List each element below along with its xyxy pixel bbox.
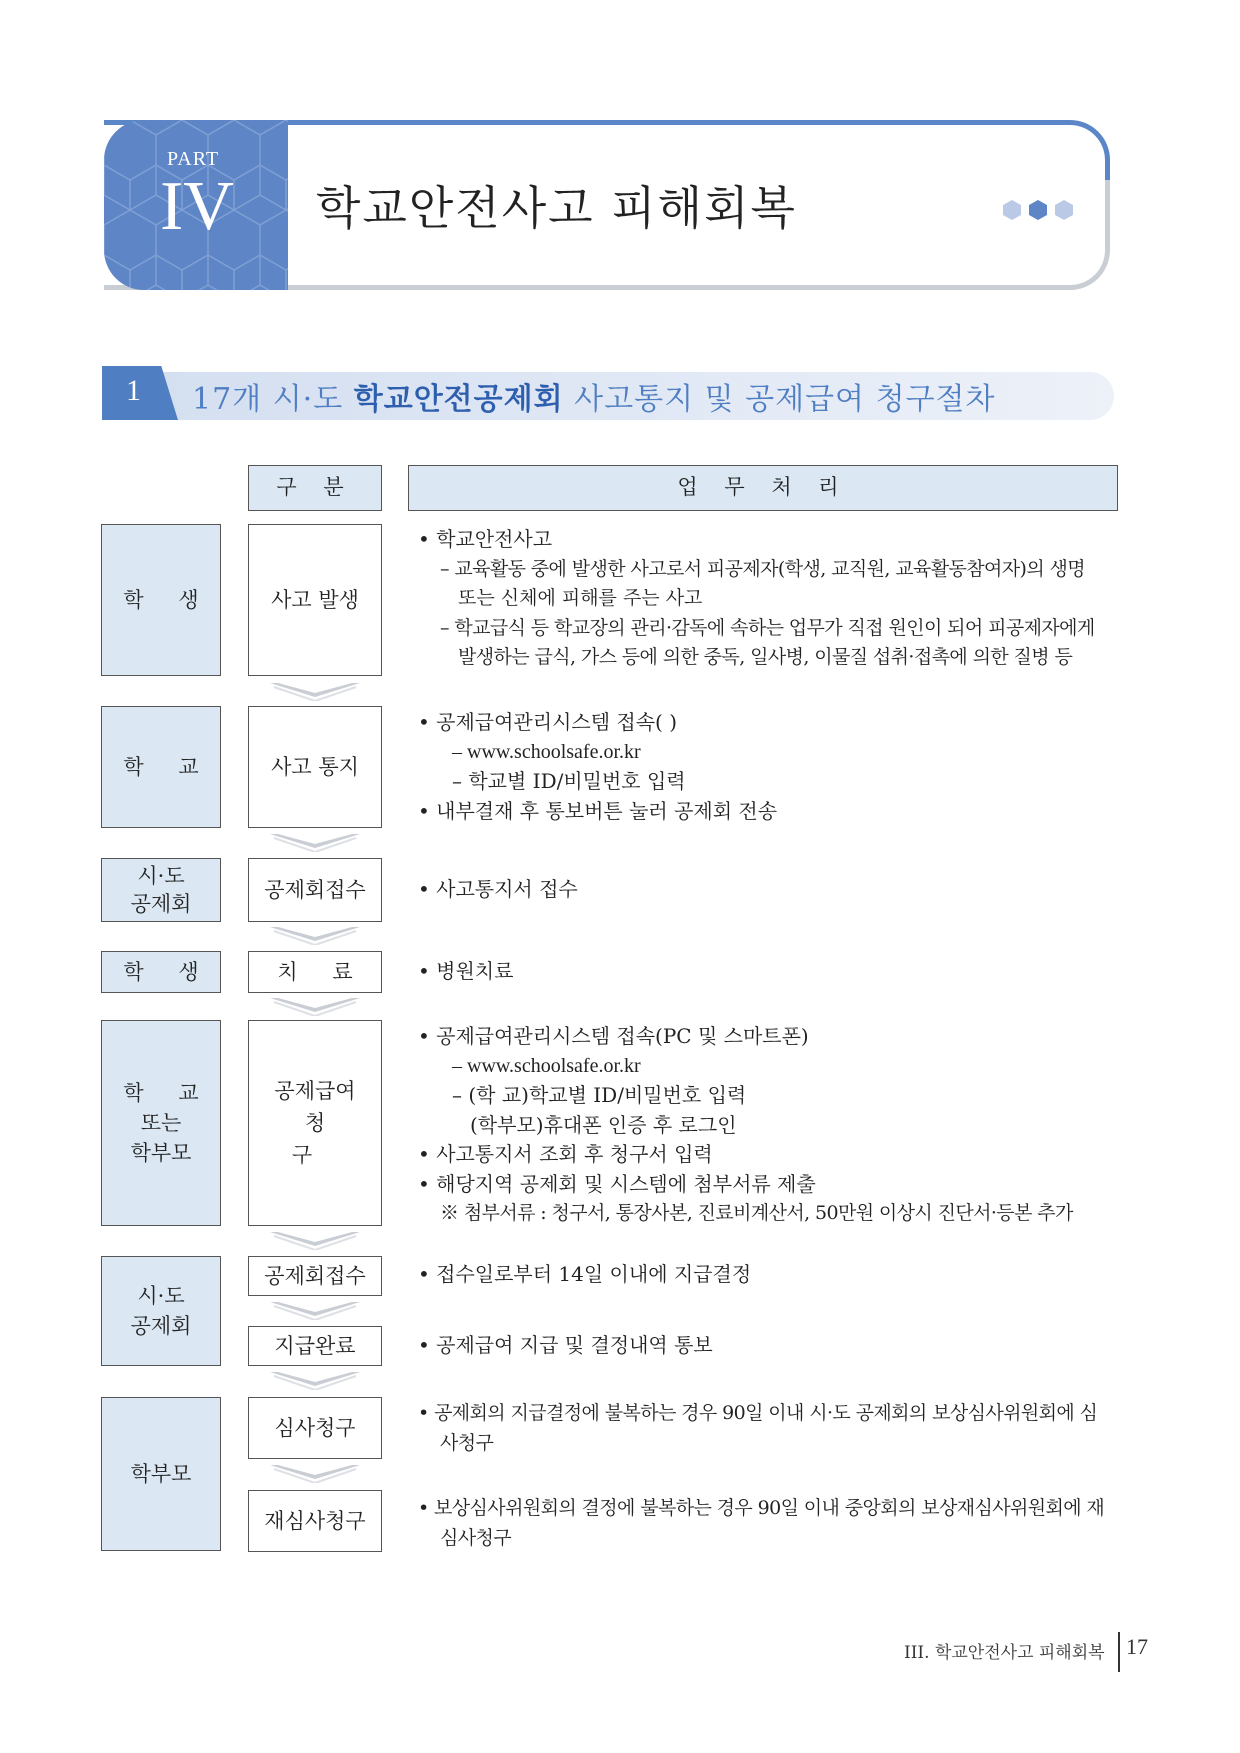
section-title-bold: 학교안전공제회 [353,382,564,417]
step-label: 공제급여 [274,1079,356,1103]
work-description [418,1331,1124,1361]
page-number: 17 [1126,1634,1148,1659]
step-cell [248,1020,382,1226]
chevron-down-icon [270,683,360,701]
bullet-line: • 공제급여관리시스템 접속( ) [418,710,677,734]
step-cell [248,858,382,922]
actor-label: 시·도 [137,1284,185,1308]
bullet-line: • 내부결재 후 통보버튼 눌러 공제회 전송 [418,798,778,823]
actor-label: 공제회 [130,1314,192,1338]
bullet-line: • 공제급여 지급 및 결정내역 통보 [418,1333,713,1357]
work-description [418,525,1124,673]
bullet-line: • 접수일로부터 14일 이내에 지급결정 [418,1262,752,1286]
actor-label: 학 교 [123,1081,213,1105]
work-description [418,1022,1124,1229]
bullet-line: • 공제회의 지급결정에 불복하는 경우 90일 이내 시·도 공제회의 보상심사위원회에 심사청구 [418,1402,1098,1454]
step-cell [248,706,382,828]
actor-label: 학부모 [130,1141,192,1165]
actor-label: 공제회 [130,892,192,916]
actor-cell [101,524,221,676]
work-description [418,875,1124,905]
actor-cell [101,706,221,828]
actor-label: 학 생 [123,588,213,612]
dash-line: – 학교급식 등 학교장의 관리·감독에 속하는 업무가 직접 원인이 되어 피공제자에게 [440,616,1095,639]
url-line: – www.schoolsafe.or.kr [452,1054,641,1077]
footer-divider [1118,1632,1120,1672]
part-title: 학교안전사고 피해회복 [316,181,797,235]
dash-line: – 교육활동 중에 발생한 사고로서 피공제자(학생, 교직원, 교육활동참여자)의 생명 [440,557,1086,580]
actor-label: 학 생 [123,960,213,984]
chevron-down-icon [270,1232,360,1250]
chevron-down-icon [270,1465,360,1483]
work-description [418,1399,1108,1458]
step-cell [248,524,382,676]
step-label: 재심사청구 [264,1509,366,1533]
section-title-suffix: 사고통지 및 공제급여 청구절차 [563,382,996,417]
chevron-down-icon [270,1302,360,1320]
step-label: 지급완료 [274,1334,356,1358]
header-category: 구 분 [248,465,382,511]
actor-label: 학부모 [130,1462,192,1486]
step-cell [248,1326,382,1366]
step-label: 사고 발생 [271,588,359,612]
actor-cell [101,858,221,922]
bullet-line: • 사고통지서 접수 [418,877,578,901]
note-line: ※ 첨부서류 : 청구서, 통장사본, 진료비계산서, 50만원 이상시 진단서·등본 추가 [440,1202,1073,1224]
bullet-line: • 보상심사위원회의 결정에 불복하는 경우 90일 이내 중앙회의 보상재심사위원회에 재심사청구 [418,1497,1105,1549]
bullet-line: • 공제급여관리시스템 접속(PC 및 스마트폰) [418,1024,809,1048]
section-title [192,374,996,418]
actor-label: 시·도 [137,864,185,888]
footer-chapter: III. 학교안전사고 피해회복 [904,1643,1105,1663]
dash-line-cont: (학부모)휴대폰 인증 후 로그인 [470,1112,737,1137]
step-cell [248,1490,382,1552]
step-cell [248,1397,382,1459]
part-label: PART [167,148,220,170]
work-description [418,1260,1124,1290]
actor-cell [101,1020,221,1226]
work-description [418,708,1124,826]
chevron-down-icon [270,927,360,945]
url-line: – www.schoolsafe.or.kr [452,740,641,763]
dash-line: – (학 교)학교별 ID/비밀번호 입력 [452,1083,747,1107]
bullet-line: • 학교안전사고 [418,527,553,551]
part-numeral: IV [160,168,234,245]
work-description [418,1494,1108,1553]
step-label: 공제회접수 [264,878,366,902]
bullet-line: • 해당지역 공제회 및 시스템에 첨부서류 제출 [418,1171,816,1196]
dash-line: – 학교별 ID/비밀번호 입력 [452,769,686,793]
dash-line-cont: 또는 신체에 피해를 주는 사고 [458,587,703,609]
step-label: 심사청구 [274,1416,356,1440]
chevron-down-icon [270,834,360,852]
step-cell [248,1256,382,1296]
step-label: 공제회접수 [264,1264,366,1288]
chevron-down-icon [270,998,360,1016]
step-label: 청 구 [291,1111,352,1167]
chevron-down-icon [270,1372,360,1390]
actor-cell [101,951,221,993]
dash-line-cont: 발생하는 급식, 가스 등에 의한 중독, 일사병, 이물질 섭취·접촉에 의한 질병 등 [458,646,1073,668]
section-number: 1 [126,374,141,407]
section-title-prefix: 17개 시·도 [192,382,354,417]
bullet-line: • 병원치료 [418,959,514,983]
actor-cell [101,1256,221,1366]
step-cell [248,951,382,993]
step-label: 사고 통지 [271,755,359,779]
actor-label: 또는 [140,1111,182,1135]
actor-cell [101,1397,221,1551]
actor-label: 학 교 [123,755,213,779]
work-description [418,957,1124,987]
bullet-line: • 사고통지서 조회 후 청구서 입력 [418,1142,713,1166]
step-label: 치 료 [277,960,367,984]
header-work: 업 무 처 리 [408,465,1118,511]
hexagon-dots-icon [1002,196,1082,224]
